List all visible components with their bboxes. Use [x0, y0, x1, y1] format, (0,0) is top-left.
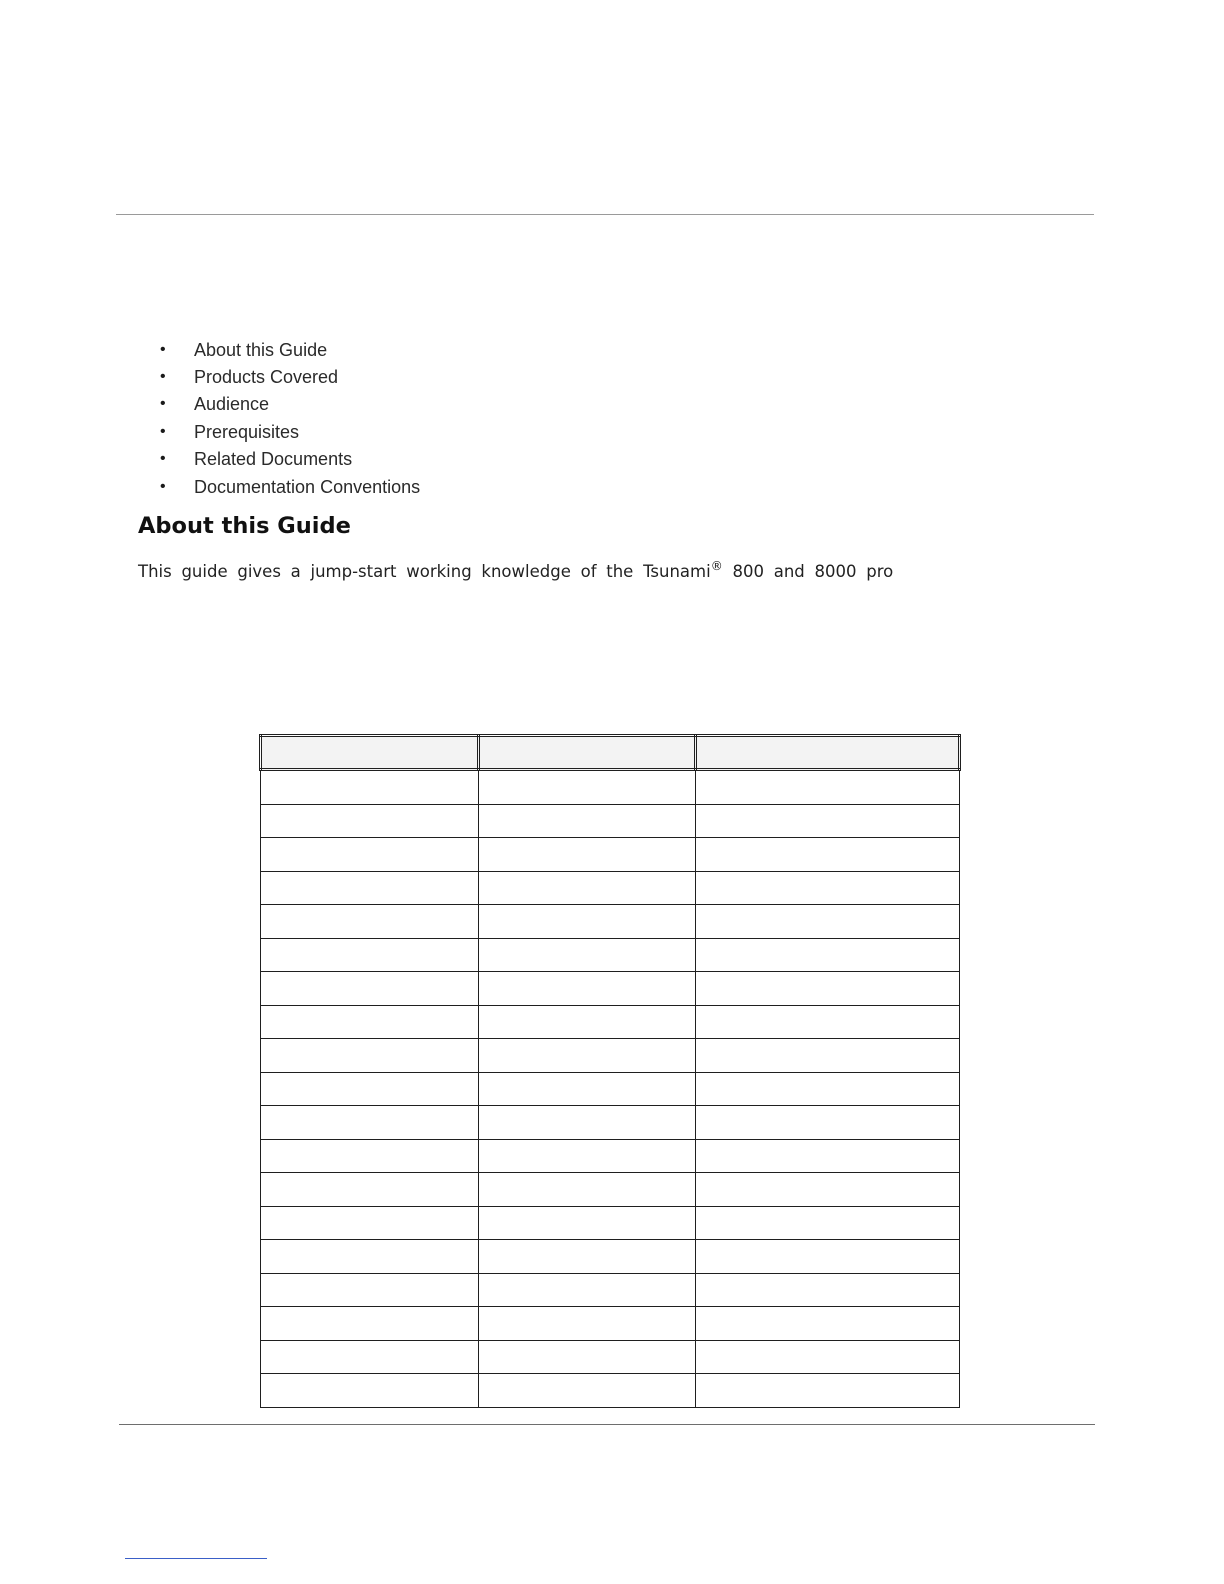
toc-item[interactable] — [160, 391, 420, 418]
table-cell — [261, 871, 479, 905]
table-cell — [261, 905, 479, 939]
products-table — [259, 734, 961, 1408]
table-cell — [261, 770, 479, 805]
bullet-glyph: • — [160, 450, 166, 468]
toc-item[interactable] — [160, 363, 420, 390]
table-row — [261, 770, 960, 805]
footer-rule — [119, 1424, 1095, 1425]
table-cell — [261, 1005, 479, 1039]
table-row — [261, 1106, 960, 1140]
table-cell — [261, 972, 479, 1006]
table-cell — [696, 1072, 960, 1106]
table-cell — [261, 1139, 479, 1173]
table-cell — [479, 1005, 696, 1039]
table-cell — [479, 1273, 696, 1307]
table-cell — [479, 1039, 696, 1073]
footer-link-underline[interactable] — [125, 1558, 267, 1559]
table-cell — [261, 804, 479, 838]
table-cell — [696, 938, 960, 972]
table-row — [261, 1206, 960, 1240]
table-cell — [696, 1139, 960, 1173]
table-cell — [479, 1206, 696, 1240]
table-cell — [261, 1173, 479, 1207]
table-row — [261, 804, 960, 838]
intro-text-start: This guide gives a jump-start working knowledge of the Tsunami — [138, 562, 711, 581]
table-cell — [479, 804, 696, 838]
table-cell — [479, 1106, 696, 1140]
table-cell — [479, 1072, 696, 1106]
toc-item[interactable] — [160, 336, 420, 363]
toc-item[interactable] — [160, 446, 420, 473]
table-cell — [696, 905, 960, 939]
toc-item-label: Products Covered — [194, 367, 339, 388]
bullet-glyph: • — [160, 368, 166, 386]
table-cell — [696, 1240, 960, 1274]
table-cell — [696, 972, 960, 1006]
table-cell — [479, 1173, 696, 1207]
bullet-glyph: • — [160, 422, 166, 440]
table-header-row — [261, 736, 960, 770]
chapter-contents-list — [160, 336, 420, 500]
table-row — [261, 972, 960, 1006]
toc-item-label: About this Guide — [194, 339, 328, 360]
table-cell — [696, 1206, 960, 1240]
table-cell — [479, 1139, 696, 1173]
table-row — [261, 871, 960, 905]
table-cell — [261, 1106, 479, 1140]
toc-item-label: Related Documents — [194, 449, 353, 470]
registered-trademark: ® — [710, 559, 723, 573]
table-cell — [479, 1374, 696, 1408]
table-row — [261, 1273, 960, 1307]
toc-item[interactable] — [160, 418, 420, 445]
table-cell — [696, 804, 960, 838]
table-row — [261, 1139, 960, 1173]
table-row — [261, 1173, 960, 1207]
table-row — [261, 1072, 960, 1106]
toc-item-label: Audience — [194, 394, 270, 415]
table-cell — [261, 1206, 479, 1240]
table-header-cell — [479, 736, 696, 770]
table-cell — [696, 871, 960, 905]
table-cell — [696, 1307, 960, 1341]
bullet-glyph: • — [160, 477, 166, 495]
table-header-cell — [696, 736, 960, 770]
toc-item[interactable] — [160, 473, 420, 500]
table-row — [261, 1005, 960, 1039]
table-cell — [261, 1273, 479, 1307]
table-cell — [261, 1240, 479, 1274]
table-cell — [261, 1072, 479, 1106]
table-row — [261, 905, 960, 939]
table-cell — [696, 838, 960, 872]
header-rule — [116, 214, 1094, 215]
bullet-glyph: • — [160, 395, 166, 413]
section-intro-paragraph — [138, 559, 894, 581]
table-cell — [696, 1173, 960, 1207]
table-row — [261, 1374, 960, 1408]
table-cell — [696, 1039, 960, 1073]
table-cell — [479, 838, 696, 872]
table-row — [261, 1340, 960, 1374]
table-cell — [261, 1039, 479, 1073]
toc-item-label: Documentation Conventions — [194, 476, 421, 497]
bullet-glyph: • — [160, 340, 166, 358]
table-cell — [479, 1340, 696, 1374]
table-row — [261, 1240, 960, 1274]
table-cell — [261, 1340, 479, 1374]
table-cell — [479, 905, 696, 939]
table-cell — [696, 1106, 960, 1140]
table-row — [261, 1039, 960, 1073]
table-cell — [479, 770, 696, 805]
table-cell — [261, 938, 479, 972]
intro-text-end: 800 and 8000 pro — [722, 562, 894, 581]
table-cell — [696, 770, 960, 805]
table-cell — [696, 1005, 960, 1039]
table-cell — [479, 938, 696, 972]
table-row — [261, 838, 960, 872]
table-cell — [696, 1374, 960, 1408]
section-heading: About this Guide — [138, 513, 351, 539]
table-cell — [479, 1307, 696, 1341]
toc-item-label: Prerequisites — [194, 421, 300, 442]
table-cell — [479, 871, 696, 905]
table-row — [261, 938, 960, 972]
table-row — [261, 1307, 960, 1341]
table-cell — [261, 1374, 479, 1408]
table-header-cell — [261, 736, 479, 770]
table-cell — [696, 1340, 960, 1374]
table-cell — [696, 1273, 960, 1307]
table-cell — [479, 972, 696, 1006]
table-cell — [479, 1240, 696, 1274]
table-cell — [261, 838, 479, 872]
table-cell — [261, 1307, 479, 1341]
